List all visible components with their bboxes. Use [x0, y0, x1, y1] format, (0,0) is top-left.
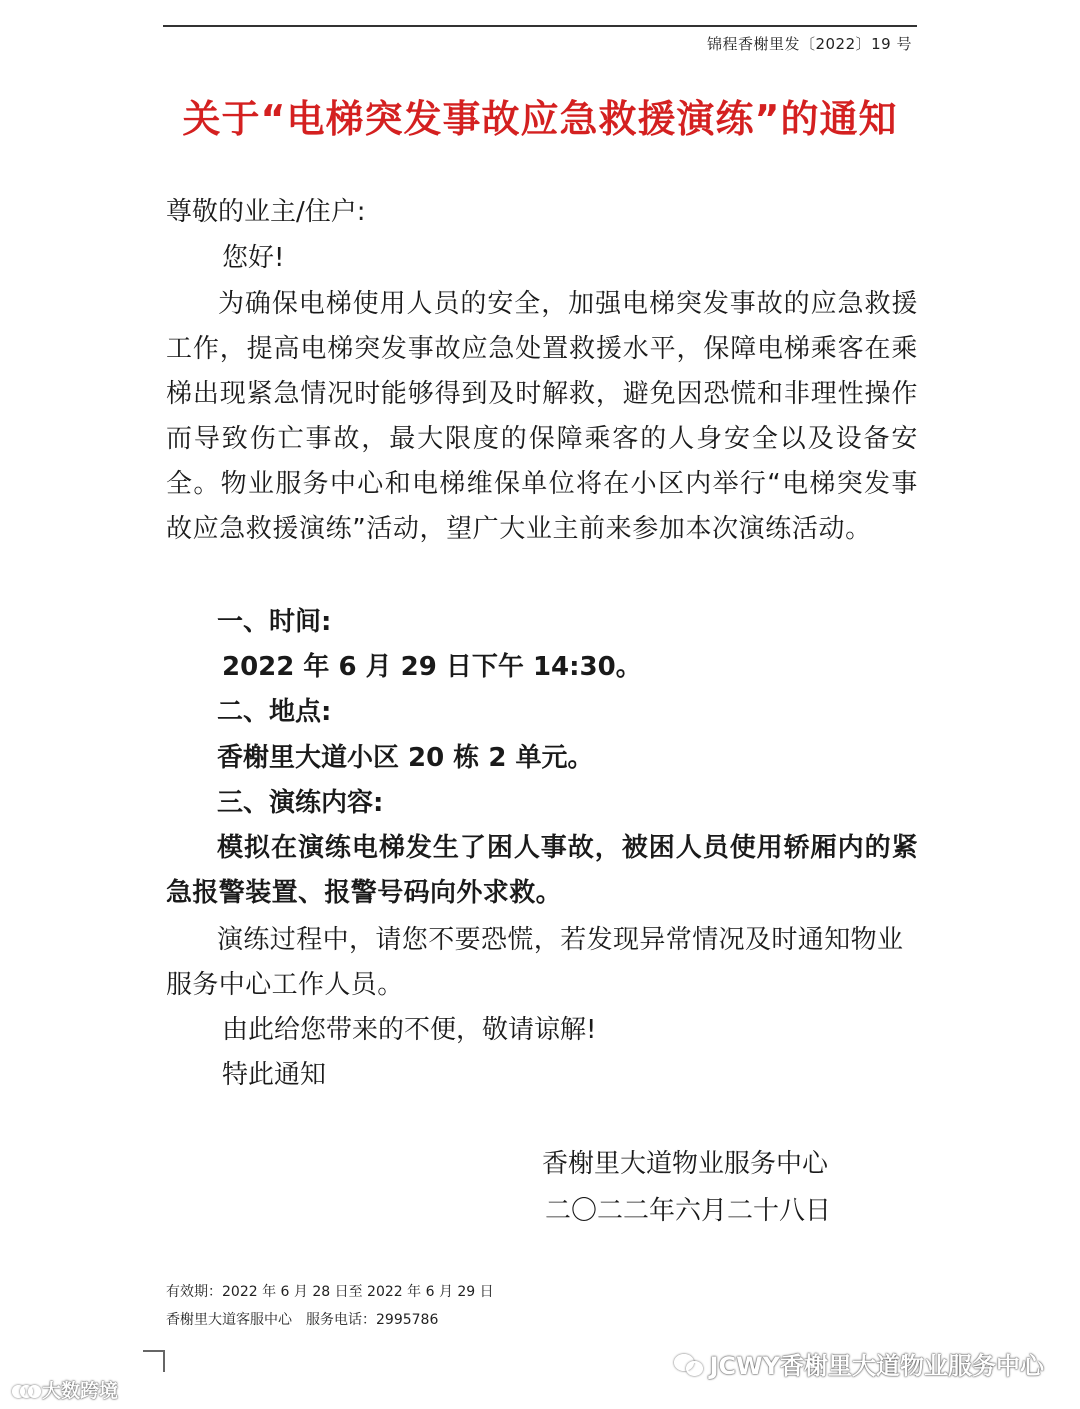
salutation: 您好! — [222, 243, 285, 273]
section-time-value: 2022 年 6 月 29 日下午 14:30。 — [222, 652, 642, 682]
document-number: 锦程香榭里发〔2022〕19 号 — [706, 35, 912, 53]
apology-line: 由此给您带来的不便，敬请谅解! — [222, 1015, 597, 1045]
watermark-right-text: JCWY香榭里大道物业服务中心 — [709, 1352, 1044, 1380]
wechat-icon — [674, 1352, 704, 1376]
greeting: 尊敬的业主/住户: — [166, 197, 366, 227]
section-location-value: 香榭里大道小区 20 栋 2 单元。 — [217, 743, 594, 773]
signature-organization: 香榭里大道物业服务中心 — [542, 1149, 829, 1179]
validity-period: 有效期：2022 年 6 月 28 日至 2022 年 6 月 29 日 — [166, 1284, 494, 1300]
signature-date: 二〇二二年六月二十八日 — [545, 1196, 832, 1226]
watermark-left — [12, 1376, 118, 1403]
section-time-heading: 一、时间: — [217, 607, 332, 637]
watermark-right — [674, 1346, 1044, 1381]
instruction-paragraph: 演练过程中，请您不要恐慌，若发现异常情况及时通知物业服务中心工作人员。 — [166, 925, 904, 1000]
notice-title: 关于“电梯突发事故应急救援演练”的通知 — [182, 97, 898, 141]
closing-line: 特此通知 — [222, 1060, 327, 1090]
section-content-heading: 三、演练内容: — [217, 788, 384, 818]
section-location-heading: 二、地点: — [217, 697, 332, 727]
crop-mark — [143, 1350, 165, 1372]
header-rule — [163, 25, 917, 27]
watermark-left-text: 大数跨境 — [42, 1380, 119, 1402]
brand-logo-icon — [12, 1381, 38, 1399]
intro-paragraph: 为确保电梯使用人员的安全，加强电梯突发事故的应急救援工作，提高电梯突发事故应急处置救援水平，保障电梯乘客在乘梯出现紧急情况时能够得到及时解救，避免因恐慌和非理性操作而导致伤亡事故，最大限度的保障乘客的人身安全以及设备安全。物业服务中心和电梯维保单位将在小区内举行“电梯突发事故应急救援演练”活动，望广大业主前来参加本次演练活动。 — [166, 289, 918, 544]
service-contact: 香榭里大道客服中心 服务电话：2995786 — [166, 1312, 439, 1328]
section-content-value: 模拟在演练电梯发生了困人事故，被困人员使用轿厢内的紧急报警装置、报警号码向外求救。 — [166, 833, 918, 908]
